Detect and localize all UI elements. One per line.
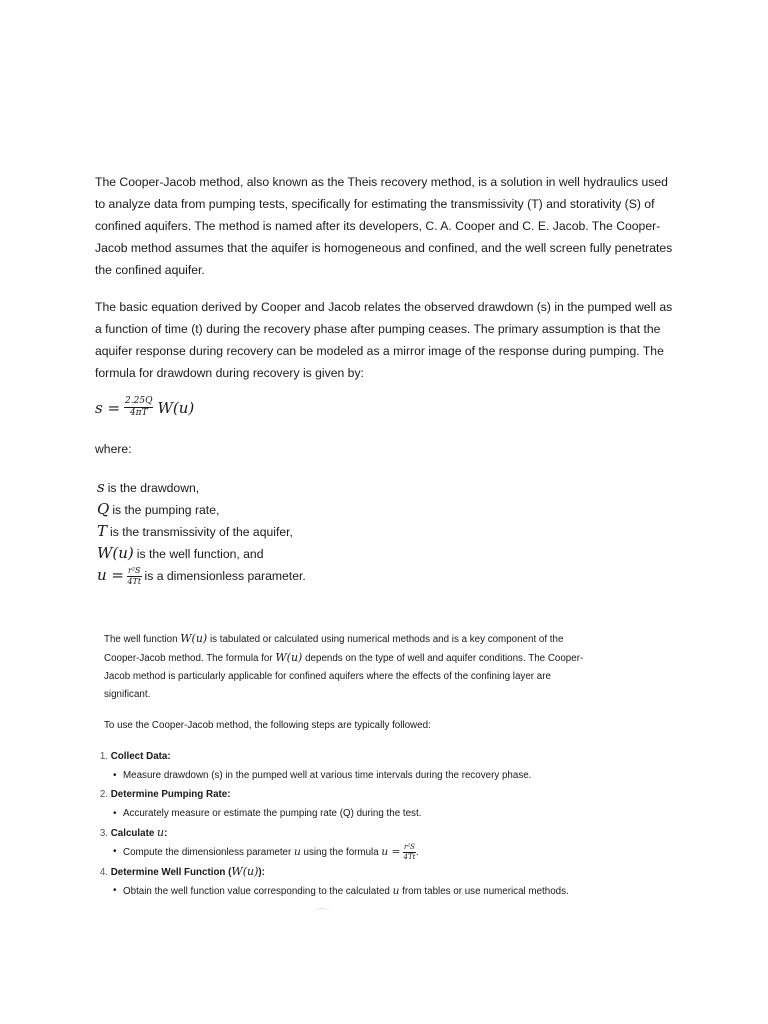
drawdown-formula	[95, 397, 194, 418]
scroll-indicator-mark	[313, 908, 331, 917]
bullet-icon: •	[113, 770, 117, 781]
intro-paragraph-2: The basic equation derived by Cooper and Jacob relates the observed drawdown (s) in the pumped well as a function of time (t) during the recovery phase after pumping ceases. The primary assumption is that the aquifer response during recovery can be modeled as a mirror image of the response during pumping. The formula for drawdown during recovery is given by:	[95, 300, 673, 380]
definition-item	[97, 498, 306, 520]
step-number: 3.	[99, 828, 108, 839]
wf-symbol-2: W(u)	[275, 651, 303, 664]
step-detail-after: from tables or use numerical methods.	[402, 886, 569, 897]
step-title: Collect Data:	[110, 751, 171, 762]
step-detail-middle: using the formula	[303, 847, 379, 858]
definition-denominator: 4Tt	[127, 577, 142, 587]
definition-text: is the well function, and	[136, 547, 264, 561]
step-detail-text: Obtain the well function value corresponding to the calculated	[123, 886, 390, 897]
step-item	[86, 786, 606, 823]
step-formula-fraction	[403, 844, 416, 861]
step-title-math: u	[157, 826, 165, 839]
definition-item	[97, 542, 306, 564]
definition-symbol: u =	[97, 566, 124, 584]
wf-text-before: The well function	[104, 634, 178, 645]
step-detail-text: Compute the dimensionless parameter	[123, 847, 292, 858]
step-heading	[86, 786, 606, 804]
step-detail	[86, 882, 583, 901]
step-title-end: ):	[258, 867, 265, 878]
formula-function: W(u)	[157, 398, 195, 417]
wf-symbol-1: W(u)	[180, 632, 208, 645]
definition-symbol: Q	[97, 500, 110, 518]
wf-text-middle: is tabulated or calculated using numerical methods and is a key component of the Cooper-Jacob method. The formula for	[104, 634, 564, 664]
step-detail	[86, 843, 583, 862]
definition-symbol: T	[97, 522, 108, 540]
step-title	[111, 867, 265, 878]
step-detail-list	[86, 882, 606, 901]
bullet-icon: •	[113, 885, 117, 896]
step-heading	[86, 863, 606, 881]
step-detail-text: Accurately measure or estimate the pumping rate (Q) during the test.	[123, 808, 422, 819]
steps-intro: To use the Cooper-Jacob method, the following steps are typically followed:	[104, 720, 431, 731]
definition-text: is the pumping rate,	[112, 503, 220, 517]
step-heading	[86, 824, 606, 842]
intro-paragraph-1: The Cooper-Jacob method, also known as the Theis recovery method, is a solution in well hydraulics used to analyze data from pumping tests, specifically for estimating the transmissivity (T) and storativity (S) of confined aquifers. The method is named after its developers, C. A. Cooper and C. E. Jacob. The Cooper-Jacob method assumes that the aquifer is homogeneous and confined, and the well screen fully penetrates the confined aquifer.	[95, 175, 673, 277]
step-title-math: W(u)	[231, 865, 259, 878]
step-title	[111, 828, 168, 839]
wf-text-after: depends on the type of well and aquifer conditions. The Cooper-Jacob method is particularly applicable for confined aquifers where the effects of the confining layer are significant.	[104, 653, 584, 700]
formula-lhs: s =	[95, 398, 121, 417]
definition-symbol: s	[97, 478, 105, 496]
definition-text: is the drawdown,	[107, 481, 200, 495]
step-formula-lhs: u =	[381, 846, 401, 858]
steps-list	[86, 748, 606, 902]
step-title-end: :	[164, 828, 168, 839]
formula-denominator: 4πT	[129, 408, 148, 418]
step-detail-end: .	[415, 847, 419, 858]
step-title-text: Determine Well Function (	[110, 867, 232, 878]
definition-text: is the transmissivity of the aquifer,	[110, 525, 293, 539]
formula-numerator: 2.25Q	[125, 396, 153, 406]
step-item	[86, 863, 606, 901]
step-detail	[86, 805, 583, 823]
step-formula-denominator: 4Tt	[403, 852, 416, 861]
definition-fraction	[127, 567, 142, 586]
step-detail-math: u	[294, 846, 301, 858]
bullet-icon: •	[113, 808, 117, 819]
definition-text: is a dimensionless parameter.	[144, 569, 306, 583]
well-function-paragraph	[104, 630, 584, 704]
step-detail-list	[86, 843, 606, 862]
definition-symbol: W(u)	[97, 544, 134, 562]
bullet-icon: •	[113, 846, 117, 857]
step-detail-math: u	[392, 885, 400, 897]
definition-item	[97, 564, 306, 586]
where-label: where:	[95, 442, 132, 456]
formula-fraction	[124, 397, 153, 418]
definition-numerator: r²S	[128, 566, 141, 576]
step-number: 1.	[99, 751, 108, 762]
step-number: 2.	[99, 789, 108, 800]
intro-section	[95, 171, 675, 384]
step-heading	[86, 748, 606, 766]
step-item	[86, 824, 606, 862]
variable-definitions	[97, 476, 306, 586]
step-formula-numerator: r²S	[404, 842, 415, 851]
definition-item	[97, 520, 306, 542]
step-detail-text: Measure drawdown (s) in the pumped well at various time intervals during the recovery phase.	[123, 770, 532, 781]
step-title: Determine Pumping Rate:	[110, 789, 231, 800]
step-title-text: Calculate	[110, 828, 155, 839]
step-detail-list	[86, 767, 606, 785]
step-detail-list	[86, 805, 606, 823]
step-item	[86, 748, 606, 785]
step-number: 4.	[99, 867, 108, 878]
definition-item	[97, 476, 306, 498]
step-detail	[86, 767, 583, 785]
